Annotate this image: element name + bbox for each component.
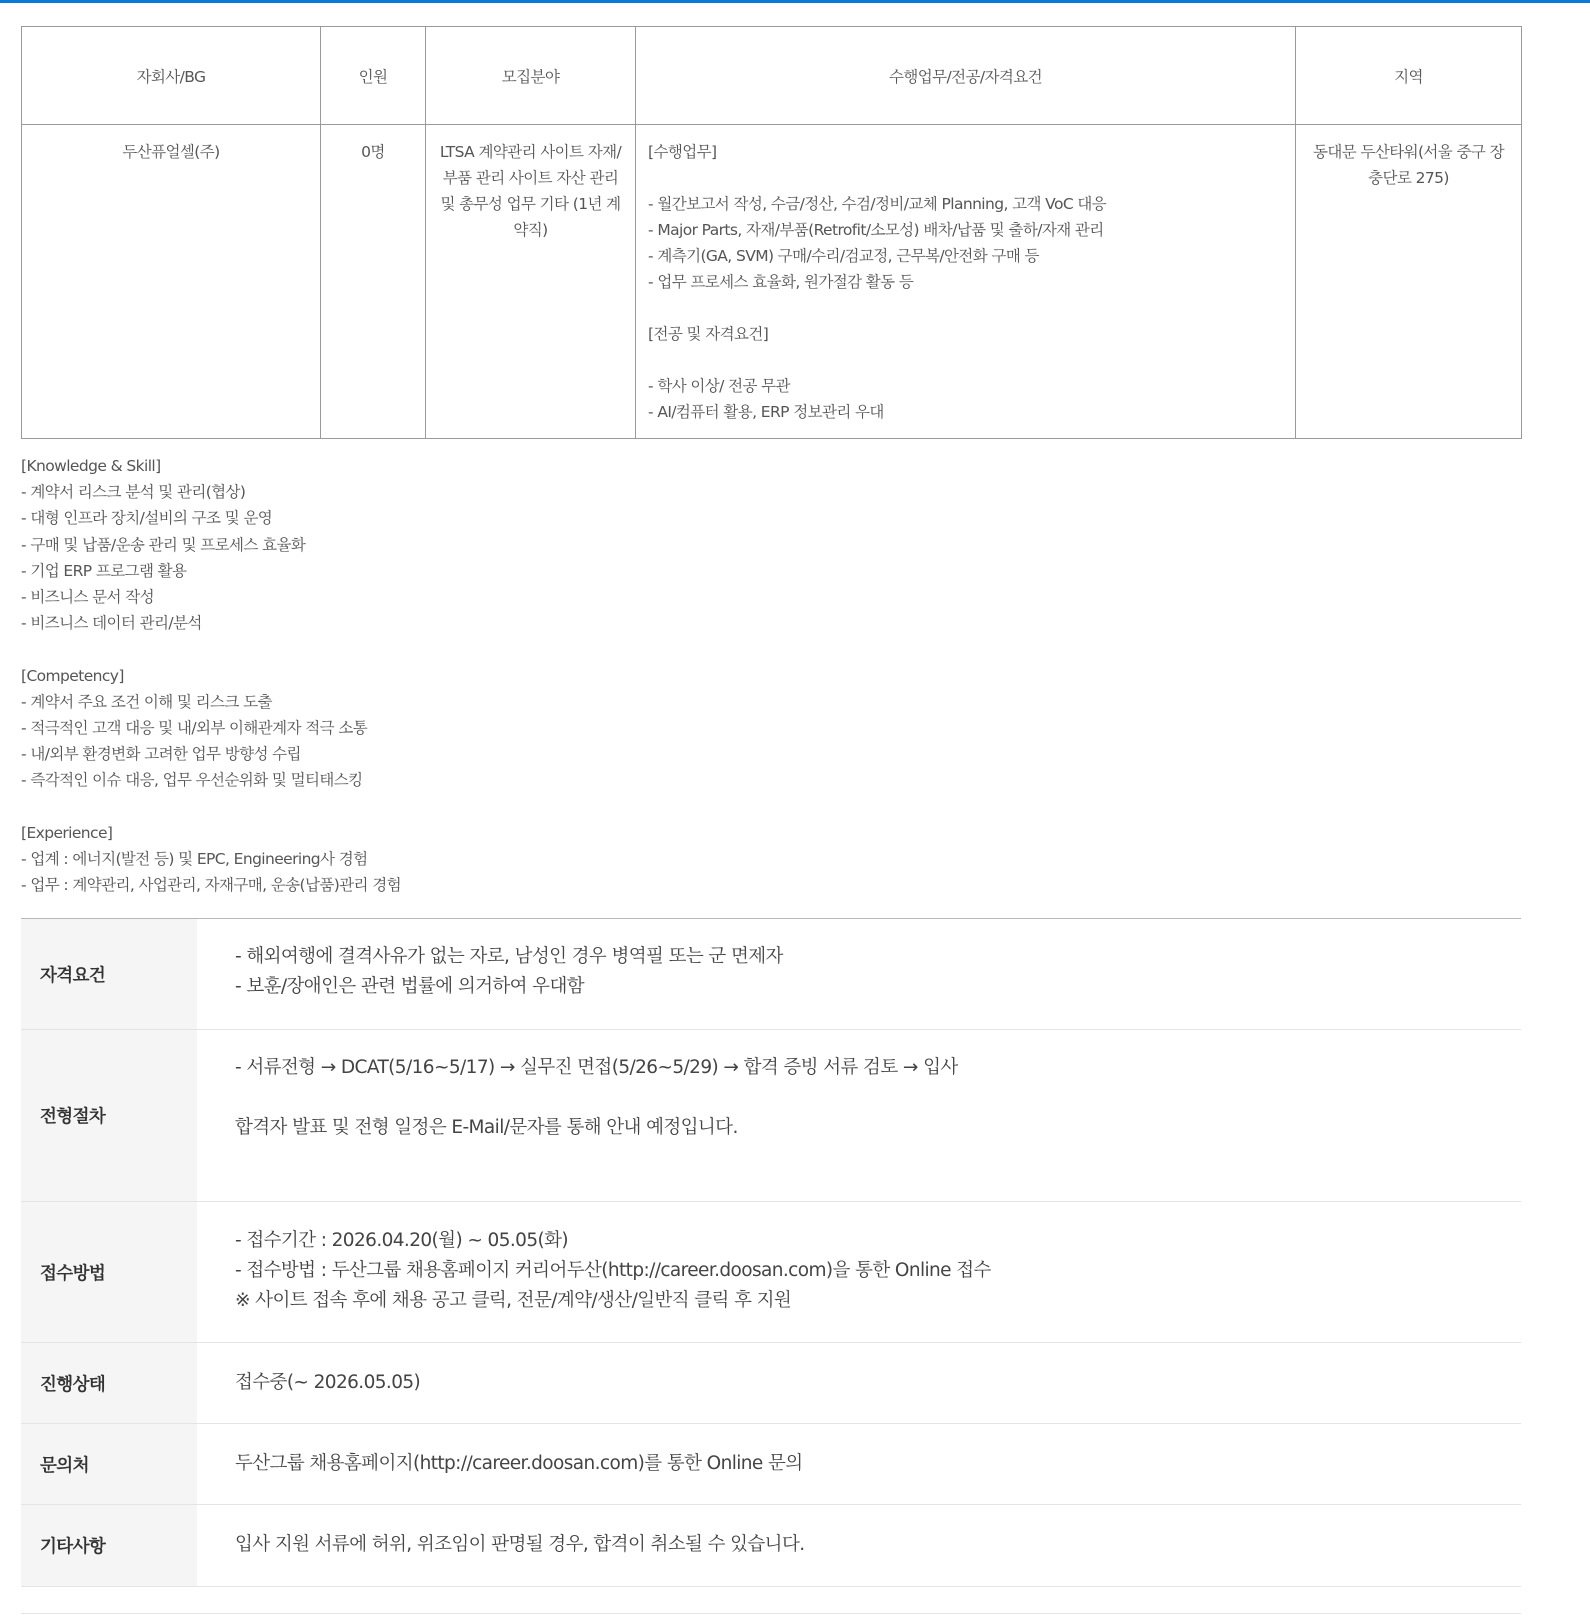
- header-field: 모집분야: [426, 27, 636, 125]
- note-line: - 비즈니스 문서 작성: [21, 588, 154, 607]
- info-content: [197, 1424, 1521, 1504]
- cell-field: LTSA 계약관리 사이트 자재/부품 관리 사이트 자산 관리 및 총무성 업무 기타 (1년 계약직): [426, 125, 636, 439]
- header-location: 지역: [1296, 27, 1522, 125]
- info-content: [197, 919, 1521, 1029]
- header-headcount: 인원: [321, 27, 426, 125]
- duties-line: [전공 및 자격요건]: [648, 325, 769, 343]
- job-posting: [21, 26, 1521, 1587]
- duties-line: - AI/컴퓨터 활용, ERP 정보관리 우대: [648, 403, 884, 421]
- duties-line: - 학사 이상/ 전공 무관: [648, 377, 790, 395]
- note-line: - 비즈니스 데이터 관리/분석: [21, 614, 202, 633]
- note-line: - 적극적인 고객 대응 및 내/외부 이해관계자 적극 소통: [21, 719, 368, 738]
- info-content: [197, 1343, 1521, 1423]
- note-line: [21, 794, 1521, 820]
- note-line: - 내/외부 환경변화 고려한 업무 방향성 수립: [21, 745, 301, 764]
- info-line: - 보훈/장애인은 관련 법률에 의거하여 우대함: [235, 976, 584, 998]
- status-text: 접수중(~ 2026.05.05): [235, 1372, 421, 1394]
- info-row-qualifications: [21, 919, 1521, 1030]
- cell-headcount: 0명: [321, 125, 426, 439]
- info-line: [235, 1083, 1521, 1113]
- duties-line: [648, 165, 1283, 191]
- duties-line: [648, 295, 1283, 321]
- info-content: [197, 1505, 1521, 1586]
- info-line: 합격자 발표 및 전형 일정은 E-Mail/문자를 통해 안내 예정입니다.: [235, 1117, 738, 1139]
- info-line: - 접수기간 : 2026.04.20(월) ~ 05.05(화): [235, 1230, 568, 1252]
- info-label: 기타사항: [21, 1505, 197, 1586]
- duties-line: [수행업무]: [648, 143, 717, 161]
- info-line: ※ 사이트 접속 후에 채용 공고 클릭, 전문/계약/생산/일반직 클릭 후 지원: [235, 1290, 792, 1312]
- note-line: - 기업 ERP 프로그램 활용: [21, 561, 187, 580]
- duties-line: - 업무 프로세스 효율화, 원가절감 활동 등: [648, 273, 914, 291]
- contact-text: 두산그룹 채용홈페이지(http://career.doosan.com)를 통한 Online 문의: [235, 1453, 803, 1475]
- etc-text: 입사 지원 서류에 허위, 위조임이 판명될 경우, 합격이 취소될 수 있습니다.: [235, 1534, 805, 1556]
- note-line: [Knowledge & Skill]: [21, 457, 161, 475]
- top-accent-bar: [0, 0, 1590, 3]
- duties-line: [648, 347, 1283, 373]
- table-header-row: [22, 27, 1522, 125]
- divider: [21, 1613, 1521, 1614]
- info-row-status: [21, 1343, 1521, 1424]
- note-line: - 계약서 주요 조건 이해 및 리스크 도출: [21, 692, 272, 711]
- header-company: 자회사/BG: [22, 27, 321, 125]
- note-line: - 대형 인프라 장치/설비의 구조 및 운영: [21, 509, 273, 528]
- requirements-notes: [21, 453, 1521, 898]
- info-row-etc: [21, 1505, 1521, 1587]
- info-line: - 해외여행에 결격사유가 없는 자로, 남성인 경우 병역필 또는 군 면제자: [235, 946, 783, 968]
- note-line: - 구매 및 납품/운송 관리 및 프로세스 효율화: [21, 535, 306, 554]
- note-line: - 계약서 리스크 분석 및 관리(협상): [21, 483, 246, 502]
- cell-company: 두산퓨얼셀(주): [22, 125, 321, 439]
- duties-line: - 계측기(GA, SVM) 구매/수리/검교정, 근무복/안전화 구매 등: [648, 247, 1039, 265]
- note-line: [21, 636, 1521, 662]
- info-line: - 접수방법 : 두산그룹 채용홈페이지 커리어두산(http://career.doosan.com)을 통한 Online 접수: [235, 1260, 991, 1282]
- cell-location: 동대문 두산타워(서울 중구 장충단로 275): [1296, 125, 1522, 439]
- info-row-application: [21, 1202, 1521, 1343]
- duties-line: - Major Parts, 자재/부품(Retrofit/소모성) 배차/납품 및 출하/자재 관리: [648, 221, 1104, 239]
- note-line: [Competency]: [21, 666, 124, 685]
- duties-line: - 월간보고서 작성, 수금/정산, 수검/정비/교체 Planning, 고객 VoC 대응: [648, 195, 1107, 213]
- note-line: - 업계 : 에너지(발전 등) 및 EPC, Engineering사 경험: [21, 850, 368, 869]
- info-label: 자격요건: [21, 919, 197, 1029]
- info-label: 진행상태: [21, 1343, 197, 1423]
- info-content: [197, 1030, 1521, 1201]
- header-duties: 수행업무/전공/자격요건: [636, 27, 1296, 125]
- info-line: - 서류전형 → DCAT(5/16~5/17) → 실무진 면접(5/26~5/29) → 합격 증빙 서류 검토 → 입사: [235, 1057, 958, 1079]
- info-row-process: [21, 1030, 1521, 1202]
- info-content: [197, 1202, 1521, 1342]
- info-label: 접수방법: [21, 1202, 197, 1342]
- info-table: [21, 918, 1521, 1587]
- info-row-contact: [21, 1424, 1521, 1505]
- table-row: [22, 125, 1522, 439]
- cell-duties: [636, 125, 1296, 439]
- job-table: [21, 26, 1522, 439]
- info-label: 문의처: [21, 1424, 197, 1504]
- note-line: - 즉각적인 이슈 대응, 업무 우선순위화 및 멀티태스킹: [21, 771, 363, 790]
- note-line: [Experience]: [21, 823, 113, 842]
- note-line: - 업무 : 계약관리, 사업관리, 자재구매, 운송(납품)관리 경험: [21, 876, 401, 895]
- info-label: 전형절차: [21, 1030, 197, 1201]
